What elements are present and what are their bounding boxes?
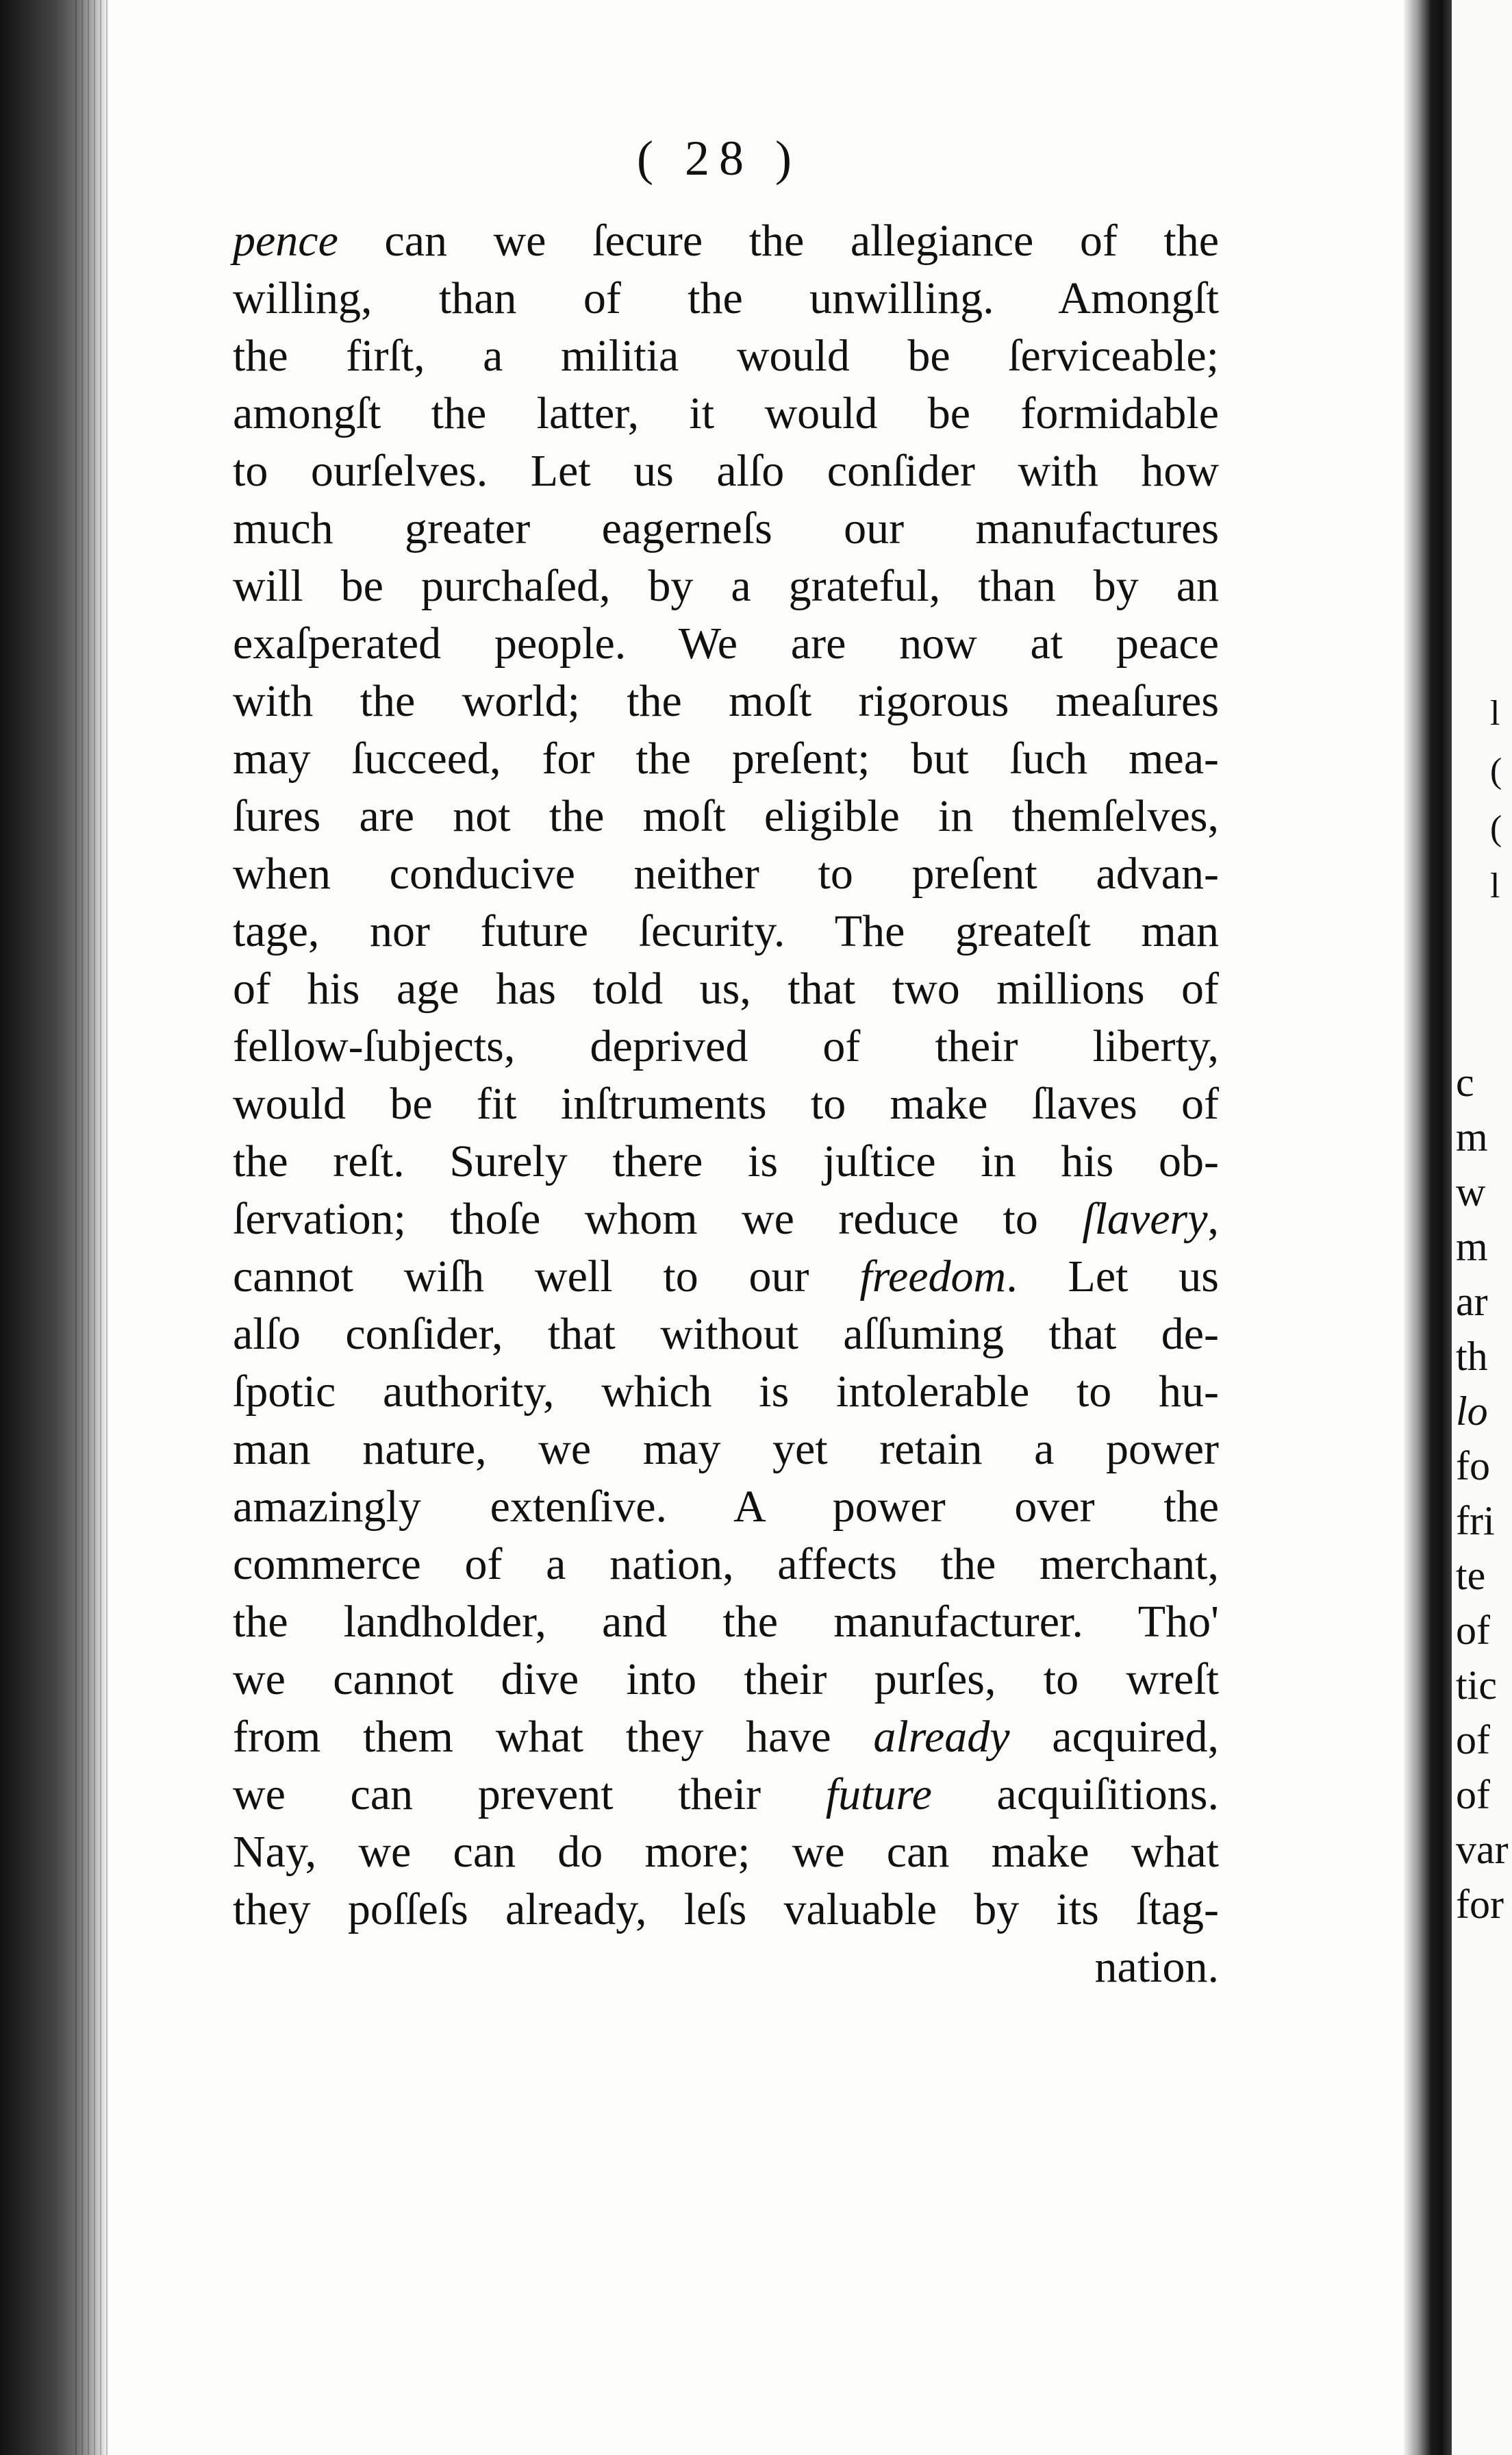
facing-line-fragment: fo	[1456, 1443, 1490, 1488]
text-segment: amazingly extenſive. A power over the	[233, 1482, 1219, 1532]
facing-line-fragment: of	[1456, 1608, 1490, 1653]
catchword: nation.	[1094, 1942, 1219, 1992]
italic-text: pence	[233, 216, 338, 266]
text-segment: tage, nor future ſecurity. The greateſt man	[233, 906, 1219, 956]
text-line	[233, 1651, 1219, 1708]
text-segment: of his age has told us, that two millions of	[233, 964, 1219, 1014]
text-segment: ſervation; thoſe whom we reduce to	[233, 1194, 1083, 1244]
facing-mark: (	[1490, 751, 1502, 790]
facing-line-fragment: of	[1456, 1772, 1490, 1817]
facing-line-fragment: th	[1456, 1334, 1488, 1379]
italic-text: already	[873, 1712, 1010, 1762]
facing-line-fragment: c	[1456, 1060, 1474, 1105]
text-line	[233, 673, 1219, 730]
text-line	[233, 1421, 1219, 1478]
text-line	[233, 1823, 1219, 1881]
facing-line-fragment: ar	[1456, 1279, 1488, 1324]
text-segment: we cannot dive into their purſes, to wreſt	[233, 1654, 1219, 1704]
facing-mark: l	[1490, 867, 1500, 906]
text-segment: ſpotic authority, which is intolerable to hu-	[233, 1367, 1219, 1417]
text-line	[233, 615, 1219, 673]
text-segment: would be fit inſtruments to make ſlaves of	[233, 1079, 1219, 1129]
text-line	[233, 500, 1219, 558]
text-line	[233, 903, 1219, 960]
text-segment: alſo conſider, that without aſſuming that de-	[233, 1309, 1219, 1359]
text-line	[233, 1593, 1219, 1651]
body-text	[233, 212, 1219, 1996]
text-line	[233, 270, 1219, 327]
text-line	[233, 1248, 1219, 1306]
page-number: ( 28 )	[637, 131, 801, 186]
text-line	[233, 1363, 1219, 1421]
text-segment: they poſſeſs already, leſs valuable by its ſtag-	[233, 1884, 1219, 1934]
italic-text: ſlavery	[1082, 1194, 1208, 1244]
text-line	[233, 1018, 1219, 1075]
text-segment: the firſt, a militia would be ſerviceable;	[233, 331, 1219, 381]
text-segment: man nature, we may yet retain a power	[233, 1424, 1219, 1474]
text-line	[233, 1536, 1219, 1593]
facing-line-fragment: lo	[1456, 1388, 1488, 1434]
text-segment: with the world; the moſt rigorous meaſures	[233, 676, 1219, 726]
text-line	[233, 1191, 1219, 1248]
facing-mark: l	[1490, 694, 1500, 733]
facing-line-fragment: fri	[1456, 1498, 1495, 1543]
text-line	[233, 1075, 1219, 1133]
facing-line-fragment: m	[1456, 1224, 1488, 1269]
text-segment: cannot wiſh well to our	[233, 1251, 860, 1301]
text-line	[233, 960, 1219, 1018]
text-segment: the reſt. Surely there is juſtice in his ob-	[233, 1136, 1219, 1186]
text-segment: may ſucceed, for the preſent; but ſuch mea-	[233, 734, 1219, 784]
text-segment: will be purchaſed, by a grateful, than by an	[233, 561, 1219, 611]
text-segment: when conducive neither to preſent advan-	[233, 849, 1219, 899]
text-line	[233, 1881, 1219, 1939]
text-segment: the landholder, and the manufacturer. Tho'	[233, 1597, 1219, 1647]
text-segment: fellow-ſubjects, deprived of their liberty,	[233, 1021, 1219, 1071]
facing-page-marks	[1490, 685, 1511, 915]
text-segment: amongſt the latter, it would be formidable	[233, 388, 1219, 438]
text-line	[233, 730, 1219, 788]
text-line	[233, 1766, 1219, 1823]
text-line	[233, 788, 1219, 845]
facing-line-fragment: te	[1456, 1553, 1486, 1598]
facing-page	[1452, 0, 1512, 2455]
text-segment: exaſperated people. We are now at peace	[233, 619, 1219, 669]
text-segment: commerce of a nation, affects the merchant,	[233, 1539, 1219, 1589]
text-line	[233, 558, 1219, 615]
text-segment: to ourſelves. Let us alſo conſider with how	[233, 446, 1219, 496]
book-gutter	[1404, 0, 1452, 2455]
text-segment: from them what they have	[233, 1712, 874, 1762]
italic-text: freedom	[859, 1251, 1007, 1301]
text-line	[233, 212, 1219, 270]
text-line	[233, 327, 1219, 385]
facing-line-fragment: for	[1456, 1882, 1504, 1927]
text-segment: willing, than of the unwilling. Amongſt	[233, 273, 1219, 323]
facing-line-fragment: m	[1456, 1114, 1488, 1160]
text-segment: ſures are not the moſt eligible in themſelves,	[233, 791, 1219, 841]
facing-line-fragment: w	[1456, 1169, 1486, 1214]
text-segment: Nay, we can do more; we can make what	[233, 1827, 1219, 1877]
facing-mark: (	[1490, 809, 1502, 848]
text-line	[233, 845, 1219, 903]
text-segment: can we ſecure the allegiance of the	[338, 216, 1219, 266]
text-line	[233, 443, 1219, 500]
text-line	[233, 1133, 1219, 1191]
text-segment: . Let us	[1006, 1251, 1219, 1301]
text-line	[233, 1306, 1219, 1363]
facing-line-fragment: var	[1456, 1827, 1509, 1872]
facing-line-fragment: tic	[1456, 1662, 1497, 1708]
italic-text: future	[825, 1769, 932, 1819]
text-segment: acquired,	[1009, 1712, 1219, 1762]
text-segment: acquiſitions.	[931, 1769, 1219, 1819]
facing-line-fragment: of	[1456, 1717, 1490, 1762]
text-segment: we can prevent their	[233, 1769, 826, 1819]
text-line	[233, 385, 1219, 443]
text-segment: ,	[1207, 1194, 1219, 1244]
facing-page-text	[1456, 1055, 1512, 1932]
text-line	[233, 1708, 1219, 1766]
text-line	[233, 1478, 1219, 1536]
text-segment: much greater eagerneſs our manufactures	[233, 503, 1219, 553]
